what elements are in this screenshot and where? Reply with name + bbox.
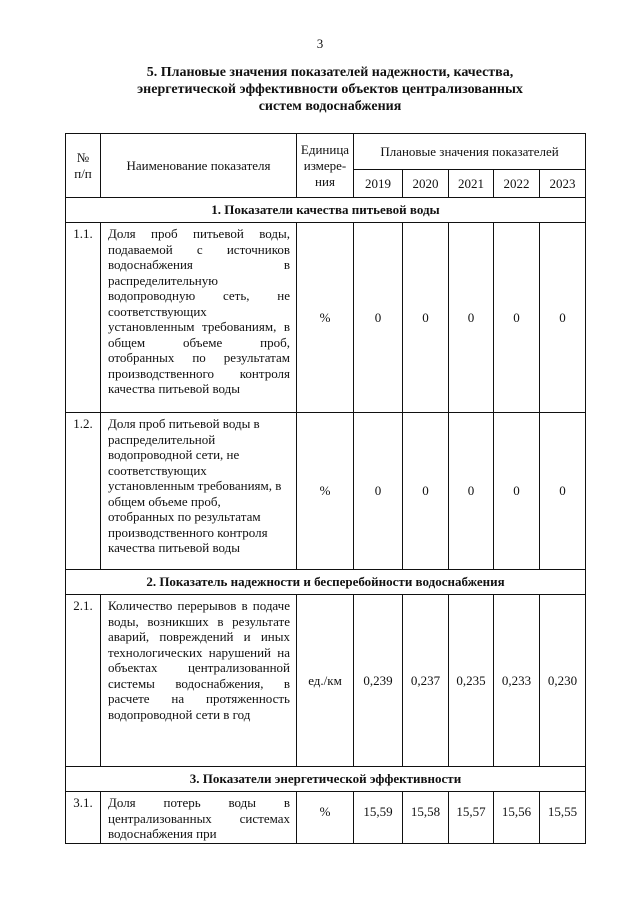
header-year-2023: 2023 <box>540 170 586 198</box>
row-value-2020: 0 <box>403 413 449 570</box>
table-row <box>66 223 586 413</box>
header-unit-line-1: Единица <box>300 141 350 157</box>
row-value-2019: 0 <box>354 413 403 570</box>
header-unit-line-2: измере- <box>303 157 347 173</box>
title-line-2: энергетической эффективности объектов централизованных <box>137 82 523 97</box>
row-name: Доля проб питьевой воды в распределительной водопроводной сети, не соответствующих установленным требованиям, в общем объеме проб, отобранных по результатам производственного контроля качества питьевой воды <box>101 413 297 570</box>
row-value-2023: 0,230 <box>540 595 586 767</box>
row-number: 2.1. <box>66 595 101 767</box>
row-unit: % <box>297 792 354 844</box>
row-value-2023: 0 <box>540 223 586 413</box>
row-number: 1.2. <box>66 413 101 570</box>
row-unit: % <box>297 413 354 570</box>
section-title: 3. Показатели энергетической эффективности <box>66 767 586 792</box>
row-value-2022: 0,233 <box>494 595 540 767</box>
table-row <box>66 595 586 767</box>
header-number-line-1: № <box>76 149 90 165</box>
section-row <box>66 570 586 595</box>
table-row <box>66 413 586 570</box>
header-name-cell: Наименование показателя <box>101 134 297 198</box>
row-name: Доля потерь воды в централизованных системах водоснабжения при <box>101 792 297 844</box>
row-value-2021: 0 <box>449 413 494 570</box>
section-title: 1. Показатели качества питьевой воды <box>66 198 586 223</box>
table-header-row <box>66 134 586 170</box>
header-year-2019: 2019 <box>354 170 403 198</box>
header-number-line-2: п/п <box>74 165 92 181</box>
page-number: 3 <box>316 36 324 51</box>
header-unit-cell <box>297 134 354 198</box>
table-row <box>66 792 586 844</box>
row-value-2021: 0 <box>449 223 494 413</box>
title-line-3: систем водоснабжения <box>258 99 402 114</box>
row-name: Доля проб питьевой воды, подаваемой с источников водоснабжения в распределительную водопроводную сеть, не соответствующих установленным требованиям, в общем объеме проб, отобранных по результатам производственного контроля качества питьевой воды <box>101 223 297 413</box>
header-year-2022: 2022 <box>494 170 540 198</box>
row-value-2019: 15,59 <box>354 792 403 844</box>
section-title: 2. Показатель надежности и бесперебойности водоснабжения <box>66 570 586 595</box>
indicators-table <box>65 133 586 844</box>
title-line-1: 5. Плановые значения показателей надежности, качества, <box>146 65 514 80</box>
row-value-2019: 0 <box>354 223 403 413</box>
header-number-cell <box>66 134 101 198</box>
row-value-2020: 0 <box>403 223 449 413</box>
row-value-2021: 15,57 <box>449 792 494 844</box>
row-unit: ед./км <box>297 595 354 767</box>
row-name: Количество перерывов в подаче воды, возникших в результате аварий, повреждений и иных технологических нарушений на объектах централизованной системы водоснабжения, в расчете на протяженность водопроводной сети в год <box>101 595 297 767</box>
row-number: 3.1. <box>66 792 101 844</box>
row-value-2023: 0 <box>540 413 586 570</box>
row-value-2019: 0,239 <box>354 595 403 767</box>
row-value-2022: 0 <box>494 223 540 413</box>
header-year-2020: 2020 <box>403 170 449 198</box>
section-row <box>66 198 586 223</box>
row-value-2022: 0 <box>494 413 540 570</box>
row-value-2022: 15,56 <box>494 792 540 844</box>
row-value-2020: 15,58 <box>403 792 449 844</box>
header-plan-cell: Плановые значения показателей <box>354 134 586 170</box>
section-row <box>66 767 586 792</box>
row-unit: % <box>297 223 354 413</box>
header-unit-line-3: ния <box>315 173 335 189</box>
page-title <box>95 64 565 115</box>
header-year-2021: 2021 <box>449 170 494 198</box>
row-value-2020: 0,237 <box>403 595 449 767</box>
row-value-2023: 15,55 <box>540 792 586 844</box>
row-number: 1.1. <box>66 223 101 413</box>
row-value-2021: 0,235 <box>449 595 494 767</box>
